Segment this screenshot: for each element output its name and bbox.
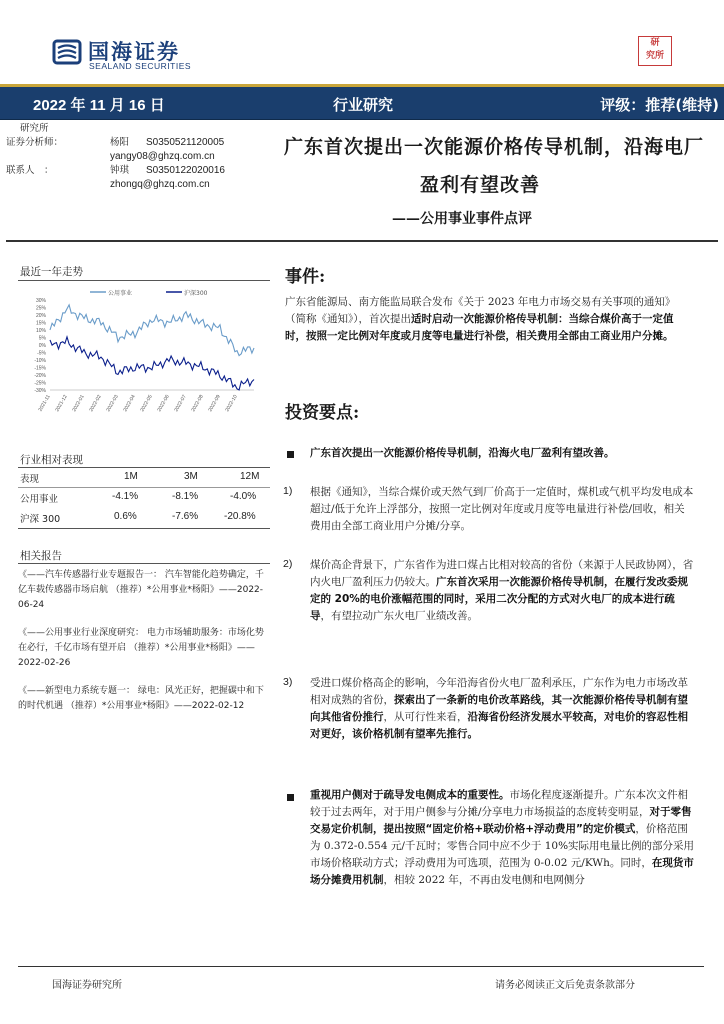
trend-title: 最近一年走势 xyxy=(20,266,83,278)
perf-header: 3M xyxy=(184,471,198,482)
point-4-part: ，相较 2022 年，不再由发电侧和电网侧分 xyxy=(383,874,585,886)
y-tick-label: 25% xyxy=(35,305,46,312)
perf-cell: -8.1% xyxy=(172,491,199,502)
point-number: 1) xyxy=(283,485,293,497)
point-1-text: 根据《通知》，当综合煤价或天然气到厂价高于一定值时，煤机或气机平均发电成本超过/低于允许上浮部分，按照一定比例对年度或月度等电量进行补偿/回收，相关费用由全部工商业用户分摊/分享。 xyxy=(310,486,694,532)
series-line-hs300 xyxy=(50,337,254,390)
contact-role: 联系人 ： xyxy=(6,165,54,176)
perf-cell: 0.6% xyxy=(114,511,137,522)
event-text-bold: 适时启动一次能源价格传导机制：当综合煤价高于一定值时，按照一定比例对年度或月度等电量进行补偿，相关费用全部由工商业用户分摊。 xyxy=(285,313,674,342)
y-tick-label: -20% xyxy=(34,373,46,379)
point-number: 2) xyxy=(283,558,293,570)
point-4-part: ，价格范围为 0.372-0.554 元/千瓦时；零售合同中应不少于 10%实际用电量比例的部分采用市场价格联动方式；浮动费用为可选项，范围为 0-0.02 元/KWh。同时， xyxy=(310,823,695,869)
reports-divider xyxy=(18,563,270,564)
perf-header-row xyxy=(18,468,268,488)
points-heading: 投资要点: xyxy=(285,403,360,423)
perf-header: 表现 xyxy=(20,474,40,485)
y-tick-label: -10% xyxy=(34,358,46,364)
x-tick-label: 2022-08 xyxy=(190,394,205,413)
analyst-name: 杨阳 xyxy=(110,137,130,148)
x-tick-label: 2022-01 xyxy=(71,394,86,413)
title-divider xyxy=(6,240,718,242)
brand-name-en: SEALAND SECURITIES xyxy=(89,61,192,71)
trend-chart xyxy=(18,282,270,432)
y-tick-label: 20% xyxy=(35,313,46,319)
x-tick-label: 2022-04 xyxy=(122,394,137,413)
y-tick-label: 5% xyxy=(38,335,46,342)
x-tick-label: 2022-07 xyxy=(173,394,188,413)
x-tick-label: 2022-10 xyxy=(224,394,239,413)
seal-char: 所 xyxy=(655,51,665,61)
dept-label: 研究所 xyxy=(20,123,49,134)
point-3-text xyxy=(310,675,695,743)
y-tick-label: -30% xyxy=(34,388,46,394)
y-tick-label: -25% xyxy=(34,380,46,387)
point-2-part: 煤价高企背景下，广东省作为进口煤占比相对较高的省份（来源于人民政协网），省内火电厂盈利压力仍较大。 xyxy=(310,559,694,588)
point-3-bold: 沿海省份经济发展水平较高，对电价的容忍性相对更好，该价格机制有望率先推行。 xyxy=(310,711,688,740)
y-tick-label: 30% xyxy=(35,298,46,304)
point-4-bold: 重视用户侧对于疏导发电侧成本的重要性。 xyxy=(310,789,510,801)
point-2-bold: 广东首次采用一次能源价格传导机制，在履行发改委规定的 20%的电价涨幅范围的同时，采用二次分配的方式对火电厂的成本进行疏导 xyxy=(310,576,688,622)
related-report[interactable]: 《——新型电力系统专题一： 绿电：风光正好，把握碳中和下的时代机遇 （推荐）*公用事业*杨阳》——2022-02-12 xyxy=(18,686,264,711)
footer-divider xyxy=(18,966,704,967)
perf-header: 12M xyxy=(240,471,260,482)
y-tick-label: -5% xyxy=(37,350,46,357)
related-report[interactable]: 《——公用事业行业深度研究： 电力市场辅助服务：市场化势在必行，千亿市场有望开启 （推荐）*公用事业*杨阳》——2022-02-26 xyxy=(18,628,264,668)
event-heading: 事件: xyxy=(285,267,326,287)
point-3-part: ，从可行性来看， xyxy=(383,711,468,723)
contact-cert: S0350122020016 xyxy=(146,165,225,176)
table-row xyxy=(18,488,268,508)
point-3-part: 受进口煤价格高企的影响，今年沿海省份火电厂盈利承压，广东作为电力市场改革相对成熟的省份， xyxy=(310,677,688,706)
x-tick-label: 2022-05 xyxy=(139,394,154,413)
analyst-email[interactable]: yangy08@ghzq.com.cn xyxy=(110,151,215,162)
point-4-bold: 在现货市场分摊费用机制 xyxy=(310,857,694,886)
footer-org: 国海证券研究所 xyxy=(52,980,122,991)
analyst-cert: S0350521120005 xyxy=(146,137,225,148)
research-seal xyxy=(638,36,672,66)
point-4-text xyxy=(310,787,695,889)
y-tick-label: -15% xyxy=(34,365,46,372)
contact-name: 钟琪 xyxy=(110,165,130,176)
report-category: 行业研究 xyxy=(333,96,394,114)
bullet-square-icon xyxy=(287,451,294,458)
report-title-line1: 广东首次提出一次能源价格传导机制，沿海电厂 xyxy=(284,136,705,158)
reports-title: 相关报告 xyxy=(20,550,62,562)
related-report[interactable]: 《——汽车传感器行业专题报告一： 汽车智能化趋势确定，千亿车载传感器市场启航 （推荐）*公用事业*杨阳》——2022-06-24 xyxy=(18,570,264,610)
point-number: 3) xyxy=(283,676,293,688)
point-4-part: 市场化程度逐渐提升。广东本次文件相较于过去两年，对于用户侧参与分摊/分享电力市场损益的态度转变明显， xyxy=(310,789,688,818)
perf-header: 1M xyxy=(124,471,138,482)
perf-cell: -4.1% xyxy=(112,491,139,502)
report-title-line2: 盈利有望改善 xyxy=(420,174,541,196)
table-row xyxy=(18,508,268,528)
perf-cell-label: 公用事业 xyxy=(20,494,59,505)
x-tick-label: 2022-06 xyxy=(156,394,171,413)
report-subtitle: ——公用事业事件点评 xyxy=(392,211,532,227)
bullet-square-icon xyxy=(287,794,294,801)
perf-bottom-line xyxy=(18,528,270,529)
report-date: 2022 年 11 月 16 日 xyxy=(33,97,165,114)
perf-cell: -7.6% xyxy=(172,511,199,522)
legend-label-hs300: 沪深300 xyxy=(184,290,208,297)
event-paragraph xyxy=(285,294,690,345)
perf-table xyxy=(18,468,270,528)
y-tick-label: 15% xyxy=(35,320,46,327)
x-tick-label: 2022-03 xyxy=(105,394,120,413)
analyst-role: 证券分析师： xyxy=(6,137,64,148)
event-text: 广东省能源局、南方能监局联合发布《关于 2023 年电力市场交易有关事项的通知》（简称《通知》），首次提出 xyxy=(285,296,676,325)
point-2-text xyxy=(310,557,695,625)
point-2-part: ，有望拉动广东火电厂业绩改善。 xyxy=(320,610,478,622)
point-1-heading-text: 广东首次提出一次能源价格传导机制，沿海火电厂盈利有望改善。 xyxy=(310,447,615,459)
point-1-heading xyxy=(310,445,695,462)
point-4-bold: 对于零售交易定价机制，提出按照“固定价格+联动价格+浮动费用”的定价模式 xyxy=(310,806,692,835)
seal-char: 研 xyxy=(650,38,660,48)
trend-divider xyxy=(18,280,270,281)
perf-title: 行业相对表现 xyxy=(20,454,83,466)
report-banner xyxy=(0,84,724,120)
contact-email[interactable]: zhongq@ghzq.com.cn xyxy=(110,179,210,190)
footer-disclaimer: 请务必阅读正文后免责条款部分 xyxy=(495,980,635,991)
x-tick-label: 2022-02 xyxy=(88,394,103,413)
x-tick-label: 2022-09 xyxy=(207,394,222,413)
sealand-logo-icon xyxy=(52,37,82,67)
perf-cell-label: 沪深 300 xyxy=(20,514,61,525)
seal-char: 究 xyxy=(645,51,655,61)
perf-cell: -4.0% xyxy=(230,491,257,502)
brand-name-cn: 国海证券 xyxy=(88,40,180,64)
x-tick-label: 2021-11 xyxy=(37,394,52,413)
report-rating: 评级：推荐(维持) xyxy=(600,96,719,114)
legend-label-utilities: 公用事业 xyxy=(108,290,133,297)
point-3-bold: 探索出了一条新的电价改革路线，其一次能源价格传导机制有望向其他省份推行 xyxy=(310,694,688,723)
perf-header-line xyxy=(18,487,270,488)
y-tick-label: 0% xyxy=(38,343,46,349)
perf-cell: -20.8% xyxy=(224,511,256,522)
x-tick-label: 2021-12 xyxy=(54,394,69,413)
y-tick-label: 10% xyxy=(35,328,46,334)
